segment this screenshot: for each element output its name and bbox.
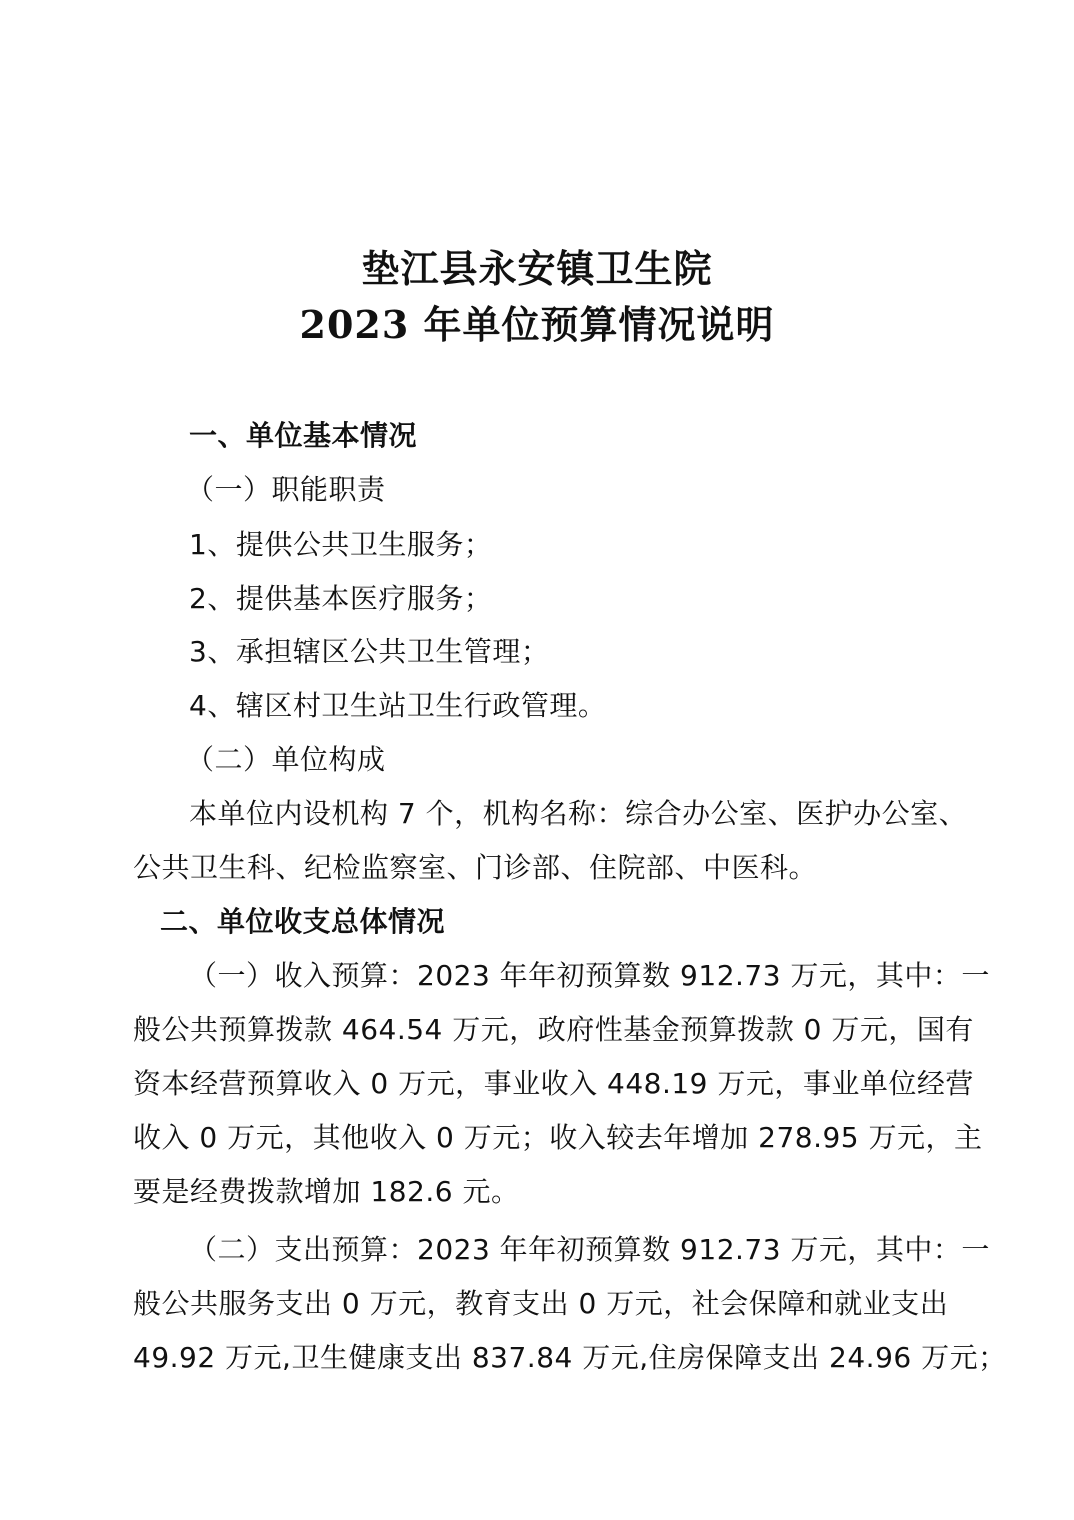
subsection-composition-heading: （二）单位构成 xyxy=(186,743,386,776)
organization-text-line-2: 公共卫生科、纪检监察室、门诊部、住院部、中医科。 xyxy=(133,851,818,884)
income-text-line-4: 收入 0 万元，其他收入 0 万元；收入较去年增加 278.95 万元，主 xyxy=(133,1121,983,1154)
section-2-heading: 二、单位收支总体情况 xyxy=(160,905,446,938)
expense-text-line-1: （二）支出预算：2023 年年初预算数 912.73 万元，其中：一 xyxy=(189,1233,990,1266)
document-title-line-1: 垫江县永安镇卫生院 xyxy=(361,246,713,291)
duty-item-2: 2、提供基本医疗服务； xyxy=(189,582,493,615)
income-text-line-5: 要是经费拨款增加 182.6 元。 xyxy=(133,1175,520,1208)
income-text-line-1: （一）收入预算：2023 年年初预算数 912.73 万元，其中：一 xyxy=(189,959,990,992)
organization-text-line-1: 本单位内设机构 7 个，机构名称：综合办公室、医护办公室、 xyxy=(189,797,968,830)
document-title-line-2: 2023 年单位预算情况说明 xyxy=(299,302,775,347)
duty-item-4: 4、辖区村卫生站卫生行政管理。 xyxy=(189,689,607,722)
income-text-line-3: 资本经营预算收入 0 万元，事业收入 448.19 万元，事业单位经营 xyxy=(133,1067,974,1100)
section-1-heading: 一、单位基本情况 xyxy=(189,419,418,452)
duty-item-1: 1、提供公共卫生服务； xyxy=(189,528,493,561)
subsection-duties-heading: （一）职能职责 xyxy=(186,473,386,506)
expense-text-line-2: 般公共服务支出 0 万元，教育支出 0 万元，社会保障和就业支出 xyxy=(133,1287,949,1320)
expense-text-line-3: 49.92 万元,卫生健康支出 837.84 万元,住房保障支出 24.96 万元； xyxy=(133,1341,1007,1374)
duty-item-3: 3、承担辖区公共卫生管理； xyxy=(189,635,550,668)
income-text-line-2: 般公共预算拨款 464.54 万元，政府性基金预算拨款 0 万元，国有 xyxy=(133,1013,974,1046)
